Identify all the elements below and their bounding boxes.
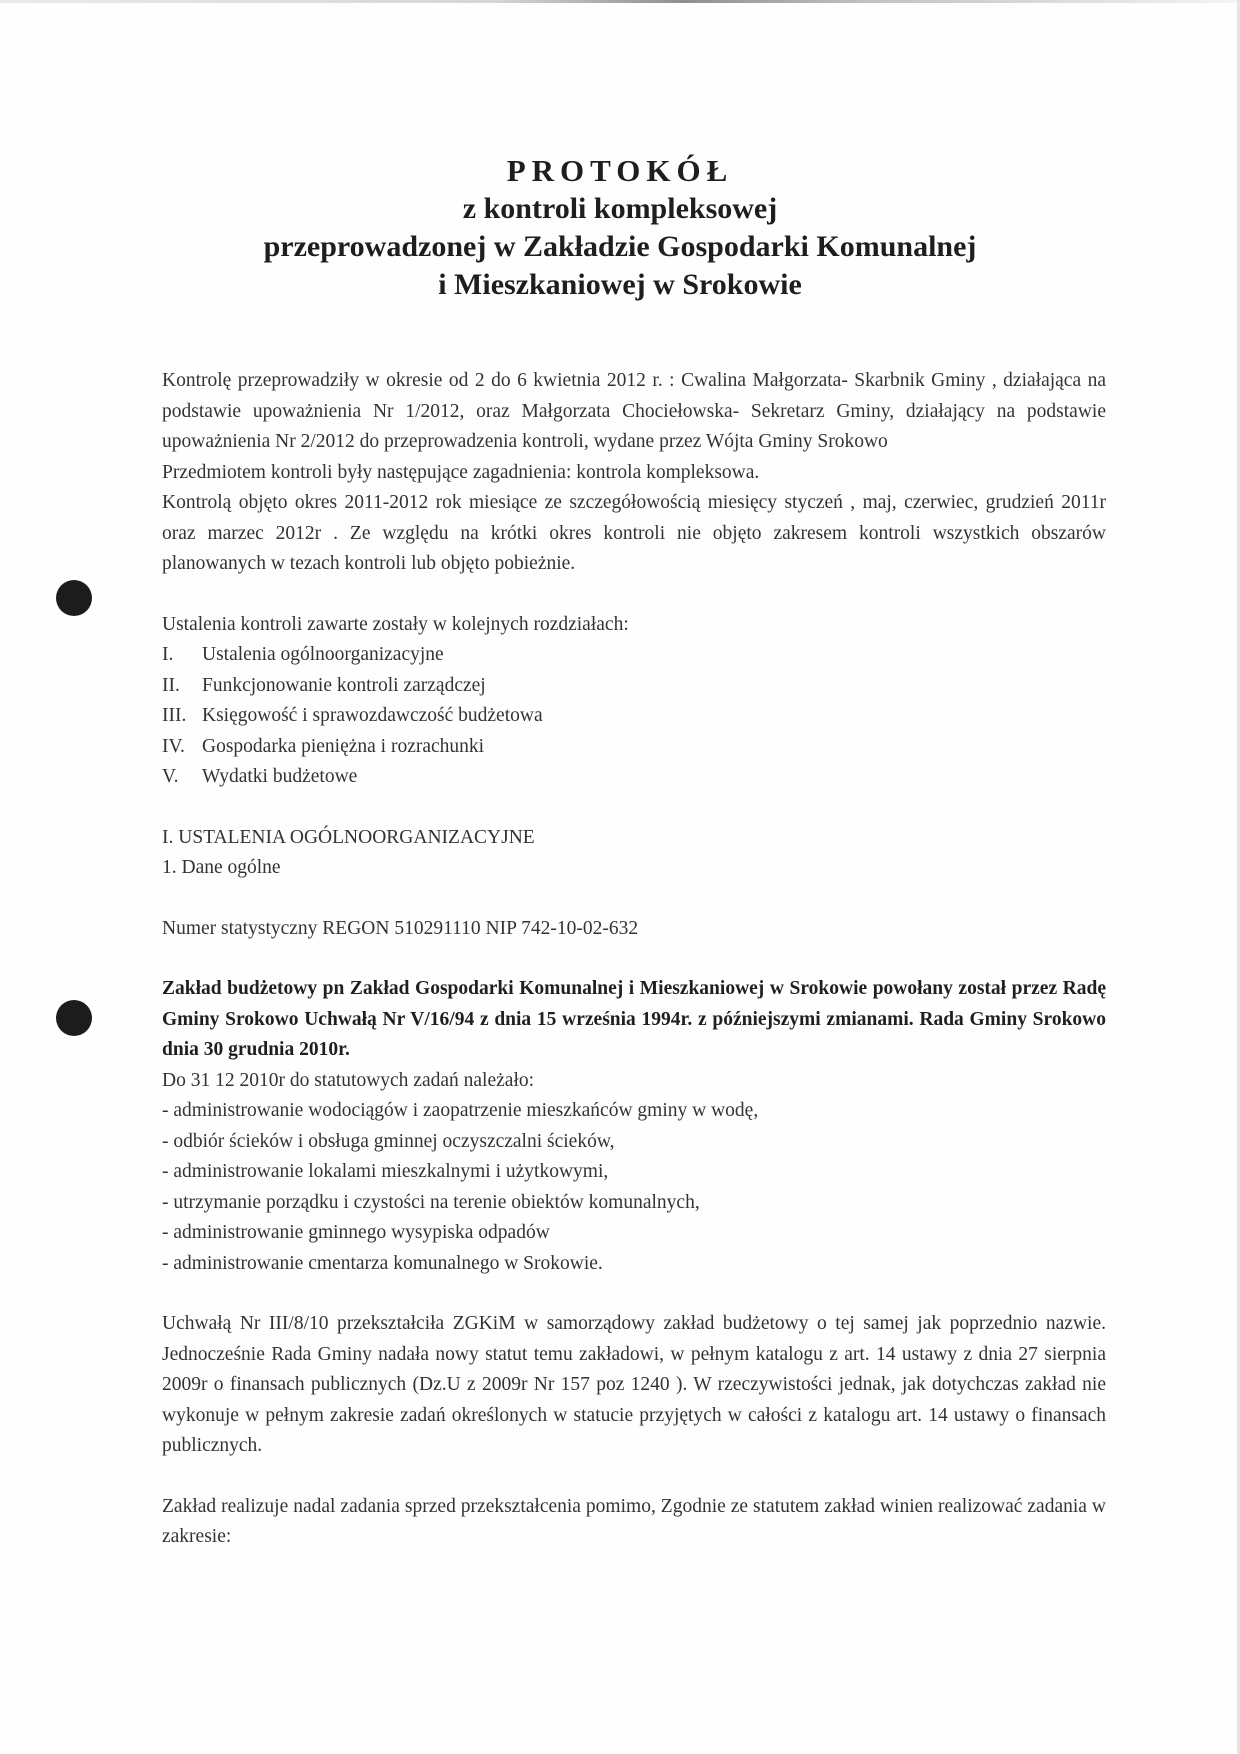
- chapter-number: II.: [162, 674, 180, 696]
- chapter-label: Funkcjonowanie kontroli zarządczej: [202, 674, 486, 696]
- chapter-item: [162, 762, 1106, 793]
- tasks-intro: Do 31 12 2010r do statutowych zadań należało:: [162, 1069, 535, 1091]
- chapter-label: Księgowość i sprawozdawczość budżetowa: [202, 705, 543, 726]
- final-paragraph: Zakład realizuje nadal zadania sprzed przekształcenia pomimo, Zgodnie ze statutem zakład winien realizować zadania w zakresie:: [162, 1495, 1106, 1547]
- chapter-number: III.: [162, 705, 187, 726]
- chapter-label: Gospodarka pieniężna i rozrachunki: [202, 735, 485, 757]
- title-institution-line2: i Mieszkaniowej w Srokowie: [438, 268, 802, 301]
- scope-paragraph: Kontrolą objęto okres 2011-2012 rok miesiące ze szczegółowością miesięcy styczeń , maj, czerwiec, grudzień 2011r oraz marzec 2012r . Ze względu na krótki okres kontroli nie objęto zakresem kontroli wszystkich obszarów planowanych w tezach kontroli lub objęto pobieżnie.: [162, 492, 1106, 574]
- chapters-heading: Ustalenia kontroli zawarte zostały w kolejnych rozdziałach:: [162, 613, 629, 635]
- chapter-item: [162, 732, 1106, 763]
- chapter-item: [162, 701, 1106, 732]
- task-item: - utrzymanie porządku i czystości na terenie obiektów komunalnych,: [162, 1191, 700, 1213]
- task-item: - administrowanie lokalami mieszkalnymi i użytkowymi,: [162, 1161, 609, 1182]
- task-item: - administrowanie cmentarza komunalnego w Srokowie.: [162, 1252, 603, 1274]
- document-body: [162, 366, 1106, 1553]
- task-item: - administrowanie gminnego wysypiska odpadów: [162, 1222, 550, 1243]
- task-item: - administrowanie wodociągów i zaopatrzenie mieszkańców gminy w wodę,: [162, 1100, 759, 1121]
- intro-paragraph: Kontrolę przeprowadziły w okresie od 2 do 6 kwietnia 2012 r. : Cwalina Małgorzata- Skarbnik Gminy , działająca na podstawie upoważnienia Nr 1/2012, oraz Małgorzata Chociełowska- Sekretarz Gminy, działający na podstawie upoważnienia Nr 2/2012 do przeprowadzenia kontroli, wydane przez Wójta Gminy Srokowo: [162, 370, 1106, 452]
- chapter-label: Ustalenia ogólnoorganizacyjne: [202, 644, 444, 665]
- regon-line: Numer statystyczny REGON 510291110 NIP 742-10-02-632: [162, 917, 639, 939]
- punch-hole-lower: [56, 1000, 92, 1036]
- chapter-number: I.: [162, 644, 174, 665]
- chapter-item: [162, 671, 1106, 702]
- resolution-paragraph: Uchwałą Nr III/8/10 przekształciła ZGKiM w samorządowy zakład budżetowy o tej samej jak poprzednio nazwie. Jednocześnie Rada Gminy nadała nowy statut temu zakładowi, w pełnym katalogu z art. 14 ustawy z dnia 27 sierpnia 2009r o finansach publicznych (Dz.U z 2009r Nr 157 poz 1240 ). W rzeczywistości jednak, jak dotychczas zakład nie wykonuje w pełnym zakresie zadań określonych w statucie przyjętych w całości z katalogu art. 14 ustawy o finansach publicznych.: [162, 1313, 1106, 1456]
- task-item: - odbiór ścieków i obsługa gminnej oczyszczalni ścieków,: [162, 1130, 615, 1152]
- chapter-number: V.: [162, 766, 179, 787]
- title-protocol: PROTOKÓŁ: [506, 153, 734, 188]
- subject-paragraph: Przedmiotem kontroli były następujące zagadnienia: kontrola kompleksowa.: [162, 461, 760, 483]
- establishment-paragraph: Zakład budżetowy pn Zakład Gospodarki Komunalnej i Mieszkaniowej w Srokowie powołany został przez Radę Gminy Srokowo Uchwałą Nr V/16/94 z dnia 15 września 1994r. z późniejszymi zmianami. Rada Gminy Srokowo dnia 30 grudnia 2010r.: [162, 978, 1106, 1060]
- chapter-number: IV.: [162, 735, 185, 757]
- title-subtitle: z kontroli kompleksowej: [462, 192, 778, 225]
- section-subheading: 1. Dane ogólne: [162, 857, 281, 878]
- document-title: [0, 152, 1240, 304]
- punch-hole-upper: [56, 580, 92, 616]
- title-institution-line1: przeprowadzonej w Zakładzie Gospodarki Komunalnej: [263, 230, 977, 263]
- chapter-label: Wydatki budżetowe: [202, 766, 358, 787]
- section-heading: I. USTALENIA OGÓLNOORGANIZACYJNE: [162, 826, 535, 848]
- scan-edge-top: [0, 0, 1240, 3]
- chapter-item: [162, 640, 1106, 671]
